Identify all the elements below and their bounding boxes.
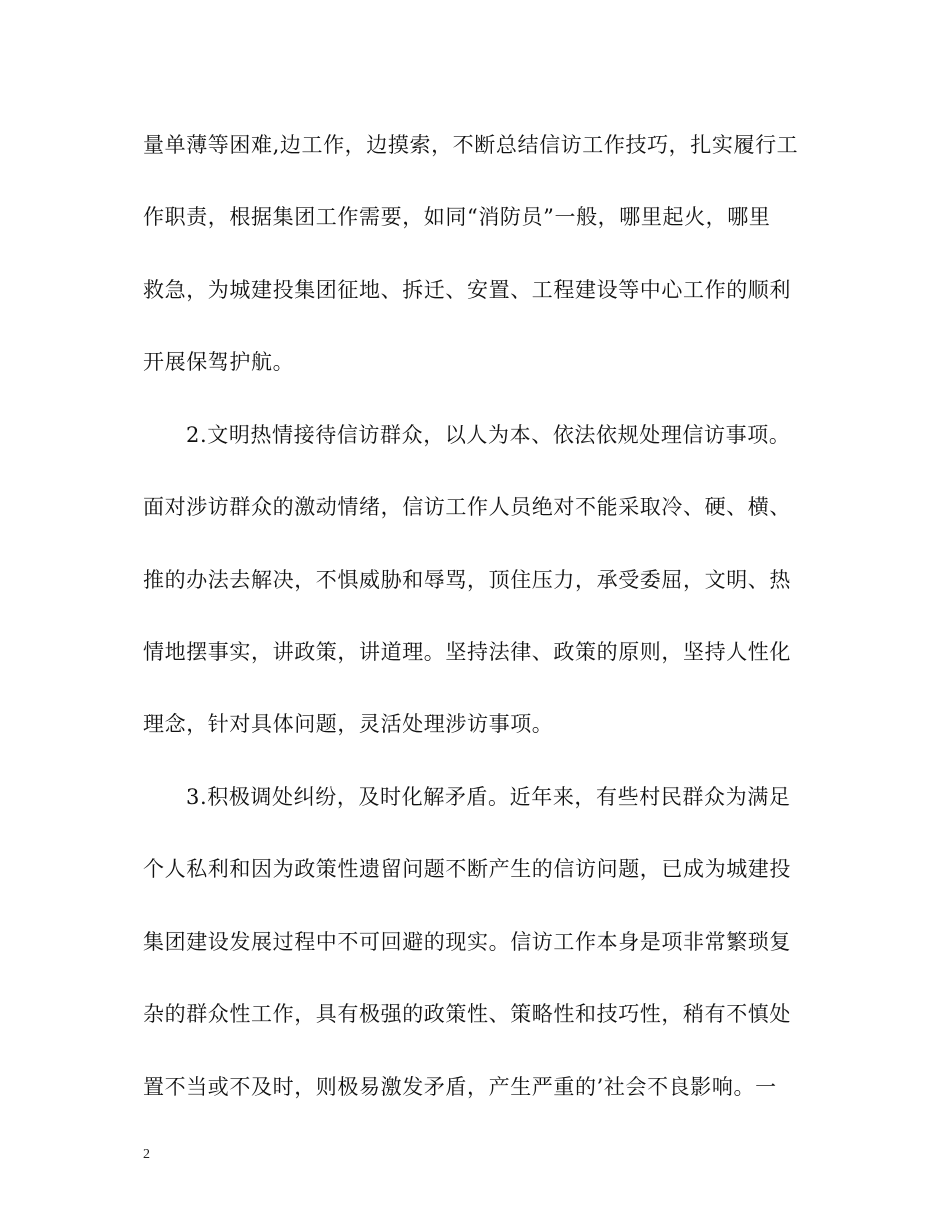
body-text-line: 集团建设发展过程中不可回避的现实。信访工作本身是项非常繁琐复 — [143, 930, 791, 954]
body-text-line: 开展保驾护航。 — [143, 350, 295, 374]
body-text-line: 理念，针对具体问题，灵活处理涉访事项。 — [143, 712, 554, 736]
paragraph-start-line: 3.积极调处纠纷，及时化解矛盾。近年来，有些村民群众为满足 — [186, 785, 791, 809]
body-text-line: 救急，为城建投集团征地、拆迁、安置、工程建设等中心工作的顺利 — [143, 278, 791, 302]
body-text-line: 置不当或不及时，则极易激发矛盾，产生严重的’社会不良影响。一 — [143, 1075, 777, 1099]
body-text-line: 面对涉访群众的激动情绪，信访工作人员绝对不能采取冷、硬、横、 — [143, 495, 791, 519]
body-text-line: 个人私利和因为政策性遗留问题不断产生的信访问题，已成为城建投 — [143, 857, 791, 881]
body-text-line: 作职责，根据集团工作需要，如同“消防员”一般，哪里起火，哪里 — [143, 205, 771, 229]
body-text-line: 推的办法去解决，不惧威胁和辱骂，顶住压力，承受委屈，文明、热 — [143, 568, 791, 592]
paragraph-start-line: 2.文明热情接待信访群众，以人为本、依法依规处理信访事项。 — [186, 423, 791, 447]
body-text-line: 杂的群众性工作，具有极强的政策性、策略性和技巧性，稍有不慎处 — [143, 1002, 791, 1026]
body-text-line: 情地摆事实，讲政策，讲道理。坚持法律、政策的原则，坚持人性化 — [143, 640, 791, 664]
page-number: 2 — [143, 1147, 150, 1162]
body-text-line: 量单薄等困难,边工作，边摸索，不断总结信访工作技巧，扎实履行工 — [143, 133, 799, 157]
